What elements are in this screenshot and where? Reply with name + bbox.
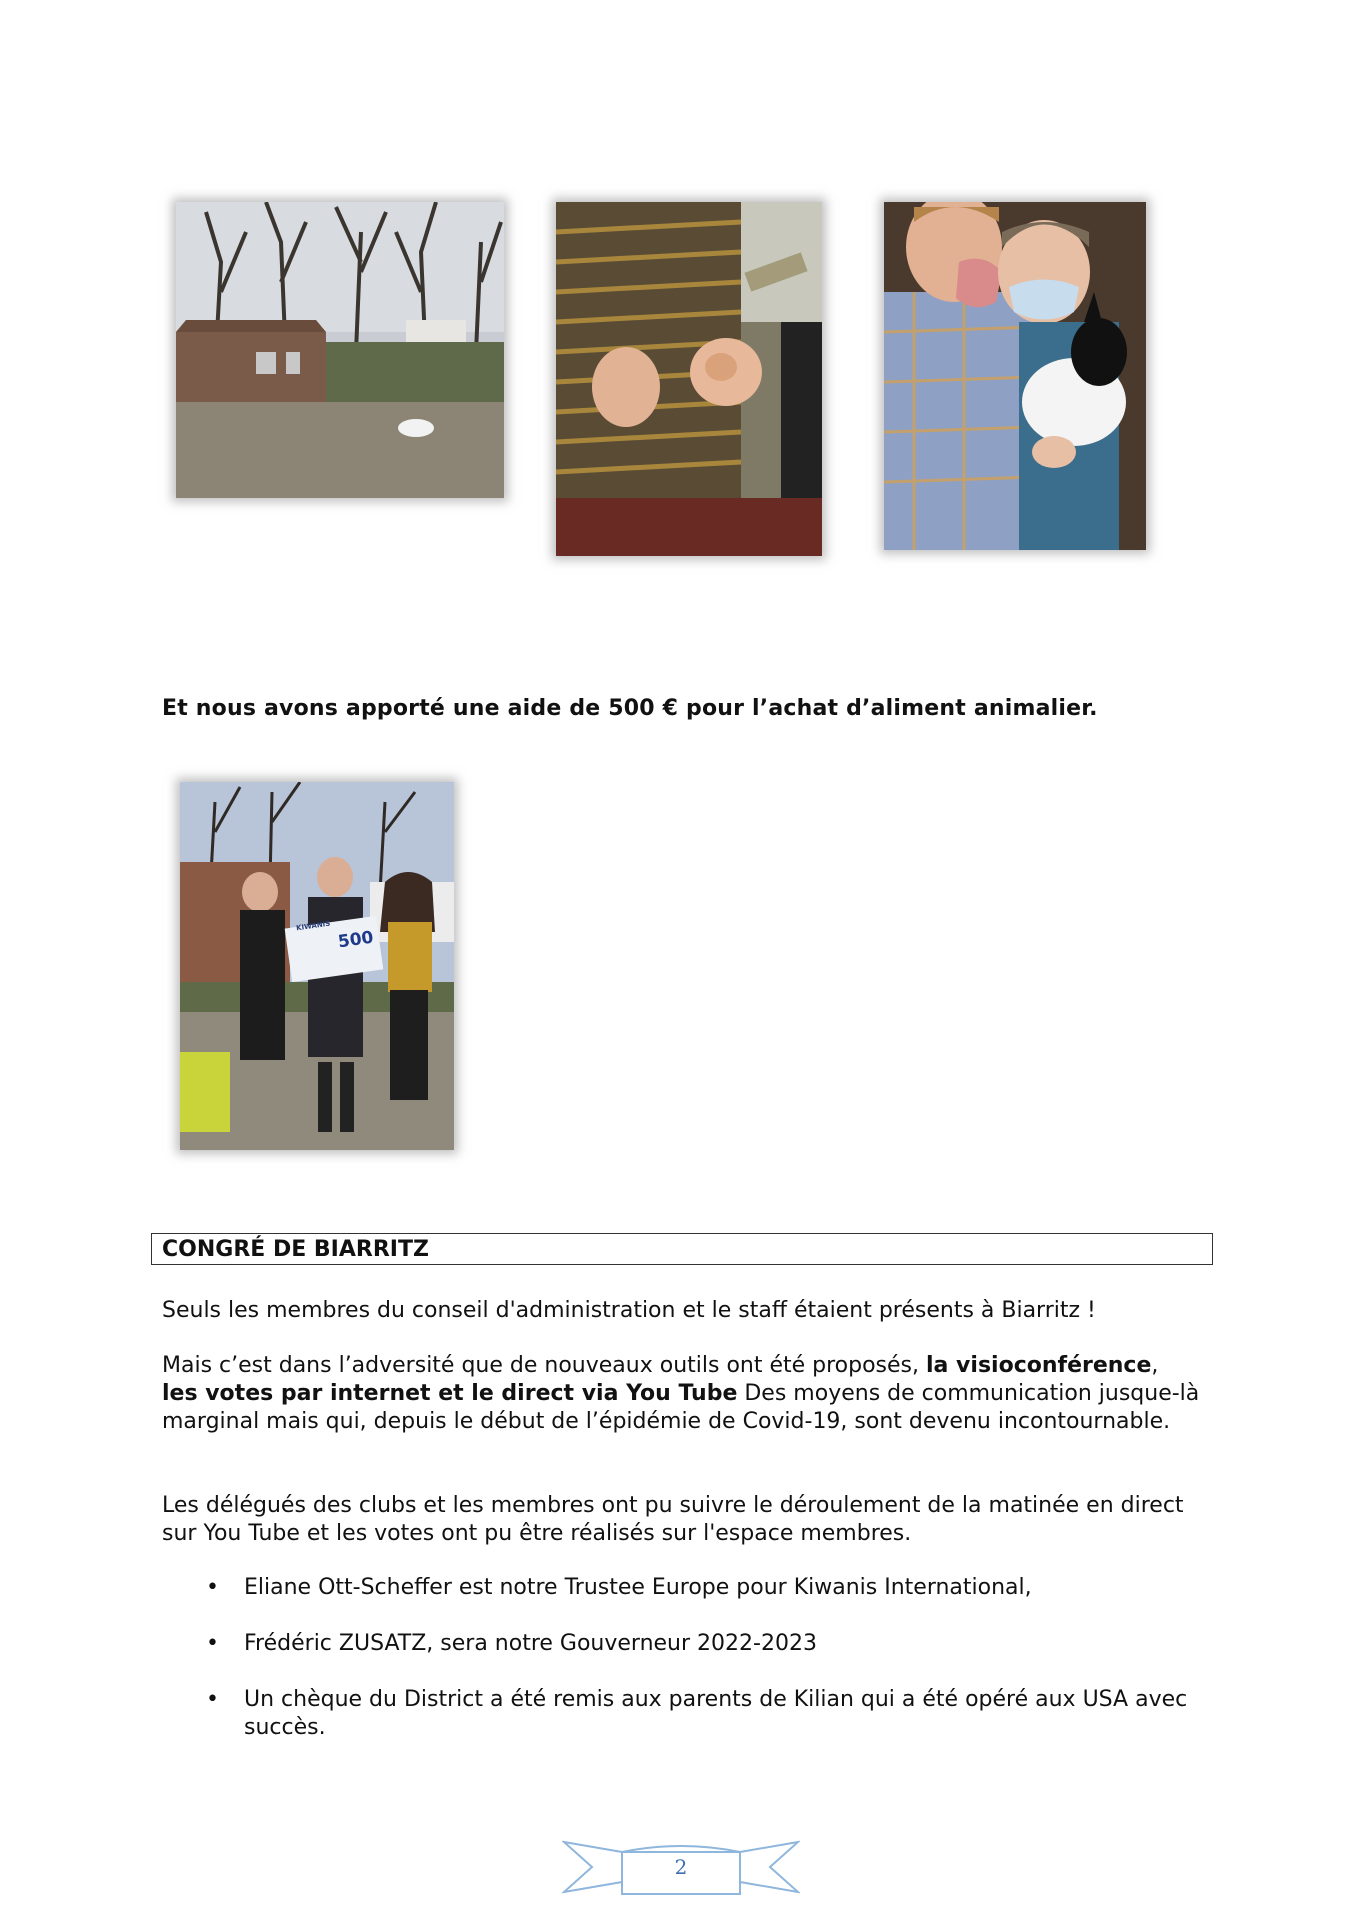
para2-bold-visio: la visioconférence — [926, 1353, 1152, 1378]
paragraph-new-tools — [162, 1352, 1222, 1436]
bullet-list — [162, 1574, 1222, 1770]
cheque-amount: 500 — [336, 927, 375, 953]
cheque-brand: KIWANIS — [295, 919, 331, 933]
aid-statement: Et nous avons apporté une aide de 500 € pour l’achat d’aliment animalier. — [162, 696, 1098, 721]
list-item — [162, 1686, 1222, 1742]
para2-start: Mais c’est dans l’adversité que de nouveaux outils ont été proposés, — [162, 1353, 927, 1378]
farm-hut-image — [176, 202, 504, 498]
bullet-dot: • — [206, 1631, 219, 1656]
para2-end: Des moyens de communication jusque-là marginal mais qui, depuis le début de l’épidémie de Covid-19, sont devenu incontournable. — [162, 1381, 1200, 1434]
para2-bold-votes: les votes par internet et le direct via You Tube — [162, 1381, 738, 1406]
bullet-dot: • — [206, 1687, 219, 1712]
photo-cheque — [180, 782, 454, 1150]
para2-comma: , — [1151, 1353, 1159, 1378]
list-item-text: Eliane Ott-Scheffer est notre Trustee Europe pour Kiwanis International, — [244, 1575, 1032, 1600]
section-header-box — [151, 1233, 1213, 1265]
page-number: 2 — [674, 1855, 688, 1879]
list-item — [162, 1630, 1222, 1658]
list-item — [162, 1574, 1222, 1602]
page-number-ribbon — [562, 1834, 800, 1900]
photo-rabbit — [884, 202, 1146, 550]
section-title: CONGRÉ DE BIARRITZ — [162, 1237, 429, 1262]
paragraph-attendance: Seuls les membres du conseil d'administration et le staff étaient présents à Biarritz ! — [162, 1298, 1096, 1323]
photo-farm-hut — [176, 202, 504, 498]
cheque-image — [180, 782, 454, 1150]
list-item-text: Un chèque du District a été remis aux parents de Kilian qui a été opéré aux USA avec succès. — [244, 1687, 1188, 1740]
photo-hands-eggs — [556, 202, 822, 556]
hands-eggs-image — [556, 202, 822, 556]
bullet-dot: • — [206, 1575, 219, 1600]
list-item-text: Frédéric ZUSATZ, sera notre Gouverneur 2022-2023 — [244, 1631, 817, 1656]
paragraph-youtube: Les délégués des clubs et les membres ont pu suivre le déroulement de la matinée en direct sur You Tube et les votes ont pu être réalisés sur l'espace membres. — [162, 1493, 1184, 1546]
rabbit-image — [884, 202, 1146, 550]
